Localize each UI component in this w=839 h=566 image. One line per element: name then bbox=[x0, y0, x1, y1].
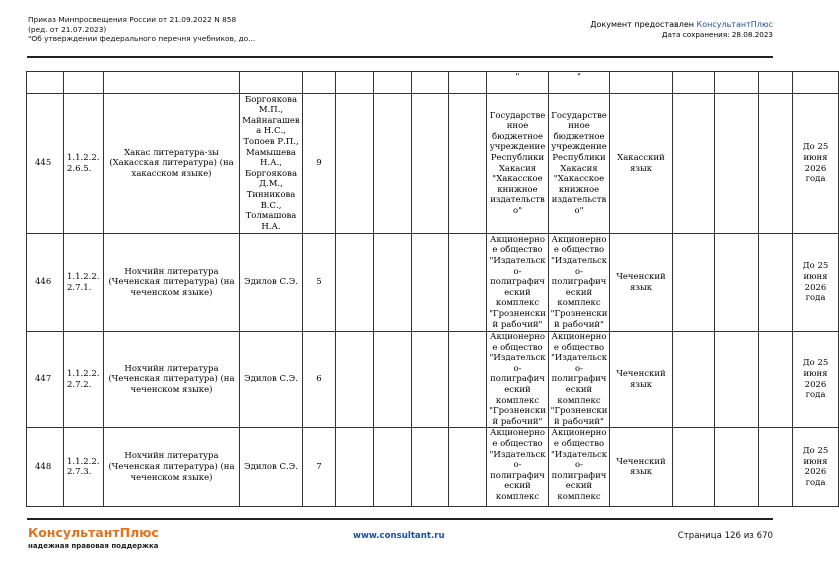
table-cell bbox=[673, 332, 715, 428]
table-row bbox=[27, 428, 839, 507]
row-deadline: До 25 июня 2026 года bbox=[793, 428, 839, 507]
table-cell bbox=[715, 234, 759, 332]
table-cell bbox=[449, 332, 487, 428]
table-cell bbox=[64, 72, 104, 94]
table-cell bbox=[673, 234, 715, 332]
document-header-right bbox=[590, 20, 773, 40]
table-cell bbox=[759, 332, 793, 428]
table-row-continuation bbox=[27, 72, 839, 94]
row-code: 1.1.2.2.2.6.5. bbox=[64, 94, 104, 234]
provided-by-brand[interactable]: КонсультантПлюс bbox=[696, 20, 773, 29]
row-number: 446 bbox=[27, 234, 64, 332]
table-row bbox=[27, 332, 839, 428]
row-language: Чеченский язык bbox=[610, 332, 673, 428]
table-cell bbox=[673, 72, 715, 94]
table-cell bbox=[759, 94, 793, 234]
row-organization: Акционерное общество "Издательско-полиграфический комплекс "Грозненский рабочий" bbox=[549, 234, 610, 332]
footer-divider bbox=[27, 518, 773, 520]
row-code: 1.1.2.2.2.7.2. bbox=[64, 332, 104, 428]
table-cell bbox=[303, 72, 336, 94]
row-authors: Боргоякова М.П., Майнагашева Н.С., Топоев Р.П., Мамышева Н.А., Боргоякова Д.М., Тинникова В.С., Толмашова Н.А. bbox=[240, 94, 303, 234]
table-cell bbox=[374, 94, 412, 234]
provided-by bbox=[590, 20, 773, 30]
table-cell bbox=[104, 72, 240, 94]
header-revision: (ред. от 21.07.2023) bbox=[28, 24, 107, 34]
continuation-mark: " bbox=[487, 72, 549, 94]
table-cell bbox=[759, 72, 793, 94]
footer-site-link[interactable]: www.consultant.ru bbox=[353, 531, 445, 541]
row-language: Чеченский язык bbox=[610, 428, 673, 507]
textbook-list-table bbox=[26, 71, 839, 507]
provided-by-text: Документ предоставлен bbox=[590, 20, 697, 29]
table-cell bbox=[715, 332, 759, 428]
row-number: 445 bbox=[27, 94, 64, 234]
table-cell bbox=[759, 234, 793, 332]
table-cell bbox=[715, 94, 759, 234]
footer-brand-logo[interactable]: КонсультантПлюс bbox=[28, 525, 159, 540]
table-cell bbox=[715, 72, 759, 94]
table-cell bbox=[412, 428, 449, 507]
row-deadline: До 25 июня 2026 года bbox=[793, 234, 839, 332]
row-language: Чеченский язык bbox=[610, 234, 673, 332]
row-title: Нохчийн литература (Чеченская литература) (на чеченском языке) bbox=[104, 428, 240, 507]
table-cell bbox=[336, 94, 374, 234]
table-cell bbox=[336, 234, 374, 332]
row-grade: 7 bbox=[303, 428, 336, 507]
document-header-left bbox=[28, 15, 255, 44]
table-cell bbox=[27, 72, 64, 94]
header-subject: "Об утверждении федерального перечня учебников, до... bbox=[28, 34, 256, 44]
table-cell bbox=[336, 72, 374, 94]
table-cell bbox=[793, 72, 839, 94]
row-number: 447 bbox=[27, 332, 64, 428]
header-divider bbox=[27, 56, 773, 58]
table-cell bbox=[336, 332, 374, 428]
footer-tagline: надежная правовая поддержка bbox=[28, 542, 159, 550]
table-cell bbox=[412, 332, 449, 428]
table-cell bbox=[412, 234, 449, 332]
row-organization: Государственное бюджетное учреждение Республики Хакасия "Хакасское книжное издательство" bbox=[549, 94, 610, 234]
row-authors: Эдилов С.Э. bbox=[240, 234, 303, 332]
table-cell bbox=[412, 94, 449, 234]
table-cell bbox=[374, 332, 412, 428]
row-publisher: Акционерное общество "Издательско-полиграфический комплекс bbox=[487, 428, 549, 507]
row-organization: Акционерное общество "Издательско-полиграфический комплекс bbox=[549, 428, 610, 507]
continuation-mark: " bbox=[549, 72, 610, 94]
row-authors: Эдилов С.Э. bbox=[240, 332, 303, 428]
table-cell bbox=[374, 428, 412, 507]
table-row bbox=[27, 94, 839, 234]
row-deadline: До 25 июня 2026 года bbox=[793, 94, 839, 234]
row-authors: Эдилов С.Э. bbox=[240, 428, 303, 507]
row-publisher: Акционерное общество "Издательско-полиграфический комплекс "Грозненский рабочий" bbox=[487, 332, 549, 428]
row-title: Нохчийн литература (Чеченская литература) (на чеченском языке) bbox=[104, 234, 240, 332]
table-cell bbox=[449, 428, 487, 507]
row-code: 1.1.2.2.2.7.3. bbox=[64, 428, 104, 507]
table-cell bbox=[673, 94, 715, 234]
table-cell bbox=[610, 72, 673, 94]
table-cell bbox=[374, 72, 412, 94]
saved-date: Дата сохранения: 28.08.2023 bbox=[661, 30, 773, 39]
table-cell bbox=[715, 428, 759, 507]
row-organization: Акционерное общество "Издательско-полиграфический комплекс "Грозненский рабочий" bbox=[549, 332, 610, 428]
row-title: Хакас литература-зы (Хакасская литература) (на хакасском языке) bbox=[104, 94, 240, 234]
header-order-title: Приказ Минпросвещения России от 21.09.2022 N 858 bbox=[28, 15, 237, 24]
row-publisher: Акционерное общество "Издательско-полиграфический комплекс "Грозненский рабочий" bbox=[487, 234, 549, 332]
table-cell bbox=[449, 234, 487, 332]
table-cell bbox=[336, 428, 374, 507]
table-cell bbox=[240, 72, 303, 94]
table-cell bbox=[673, 428, 715, 507]
table-cell bbox=[759, 428, 793, 507]
row-grade: 5 bbox=[303, 234, 336, 332]
table-cell bbox=[449, 72, 487, 94]
row-grade: 6 bbox=[303, 332, 336, 428]
table-row bbox=[27, 234, 839, 332]
row-grade: 9 bbox=[303, 94, 336, 234]
row-language: Хакасский язык bbox=[610, 94, 673, 234]
row-number: 448 bbox=[27, 428, 64, 507]
row-publisher: Государственное бюджетное учреждение Республики Хакасия "Хакасское книжное издательство" bbox=[487, 94, 549, 234]
table-cell bbox=[449, 94, 487, 234]
row-code: 1.1.2.2.2.7.1. bbox=[64, 234, 104, 332]
table-cell bbox=[412, 72, 449, 94]
table-cell bbox=[374, 234, 412, 332]
row-deadline: До 25 июня 2026 года bbox=[793, 332, 839, 428]
row-title: Нохчийн литература (Чеченская литература) (на чеченском языке) bbox=[104, 332, 240, 428]
page-counter: Страница 126 из 670 bbox=[677, 531, 773, 541]
